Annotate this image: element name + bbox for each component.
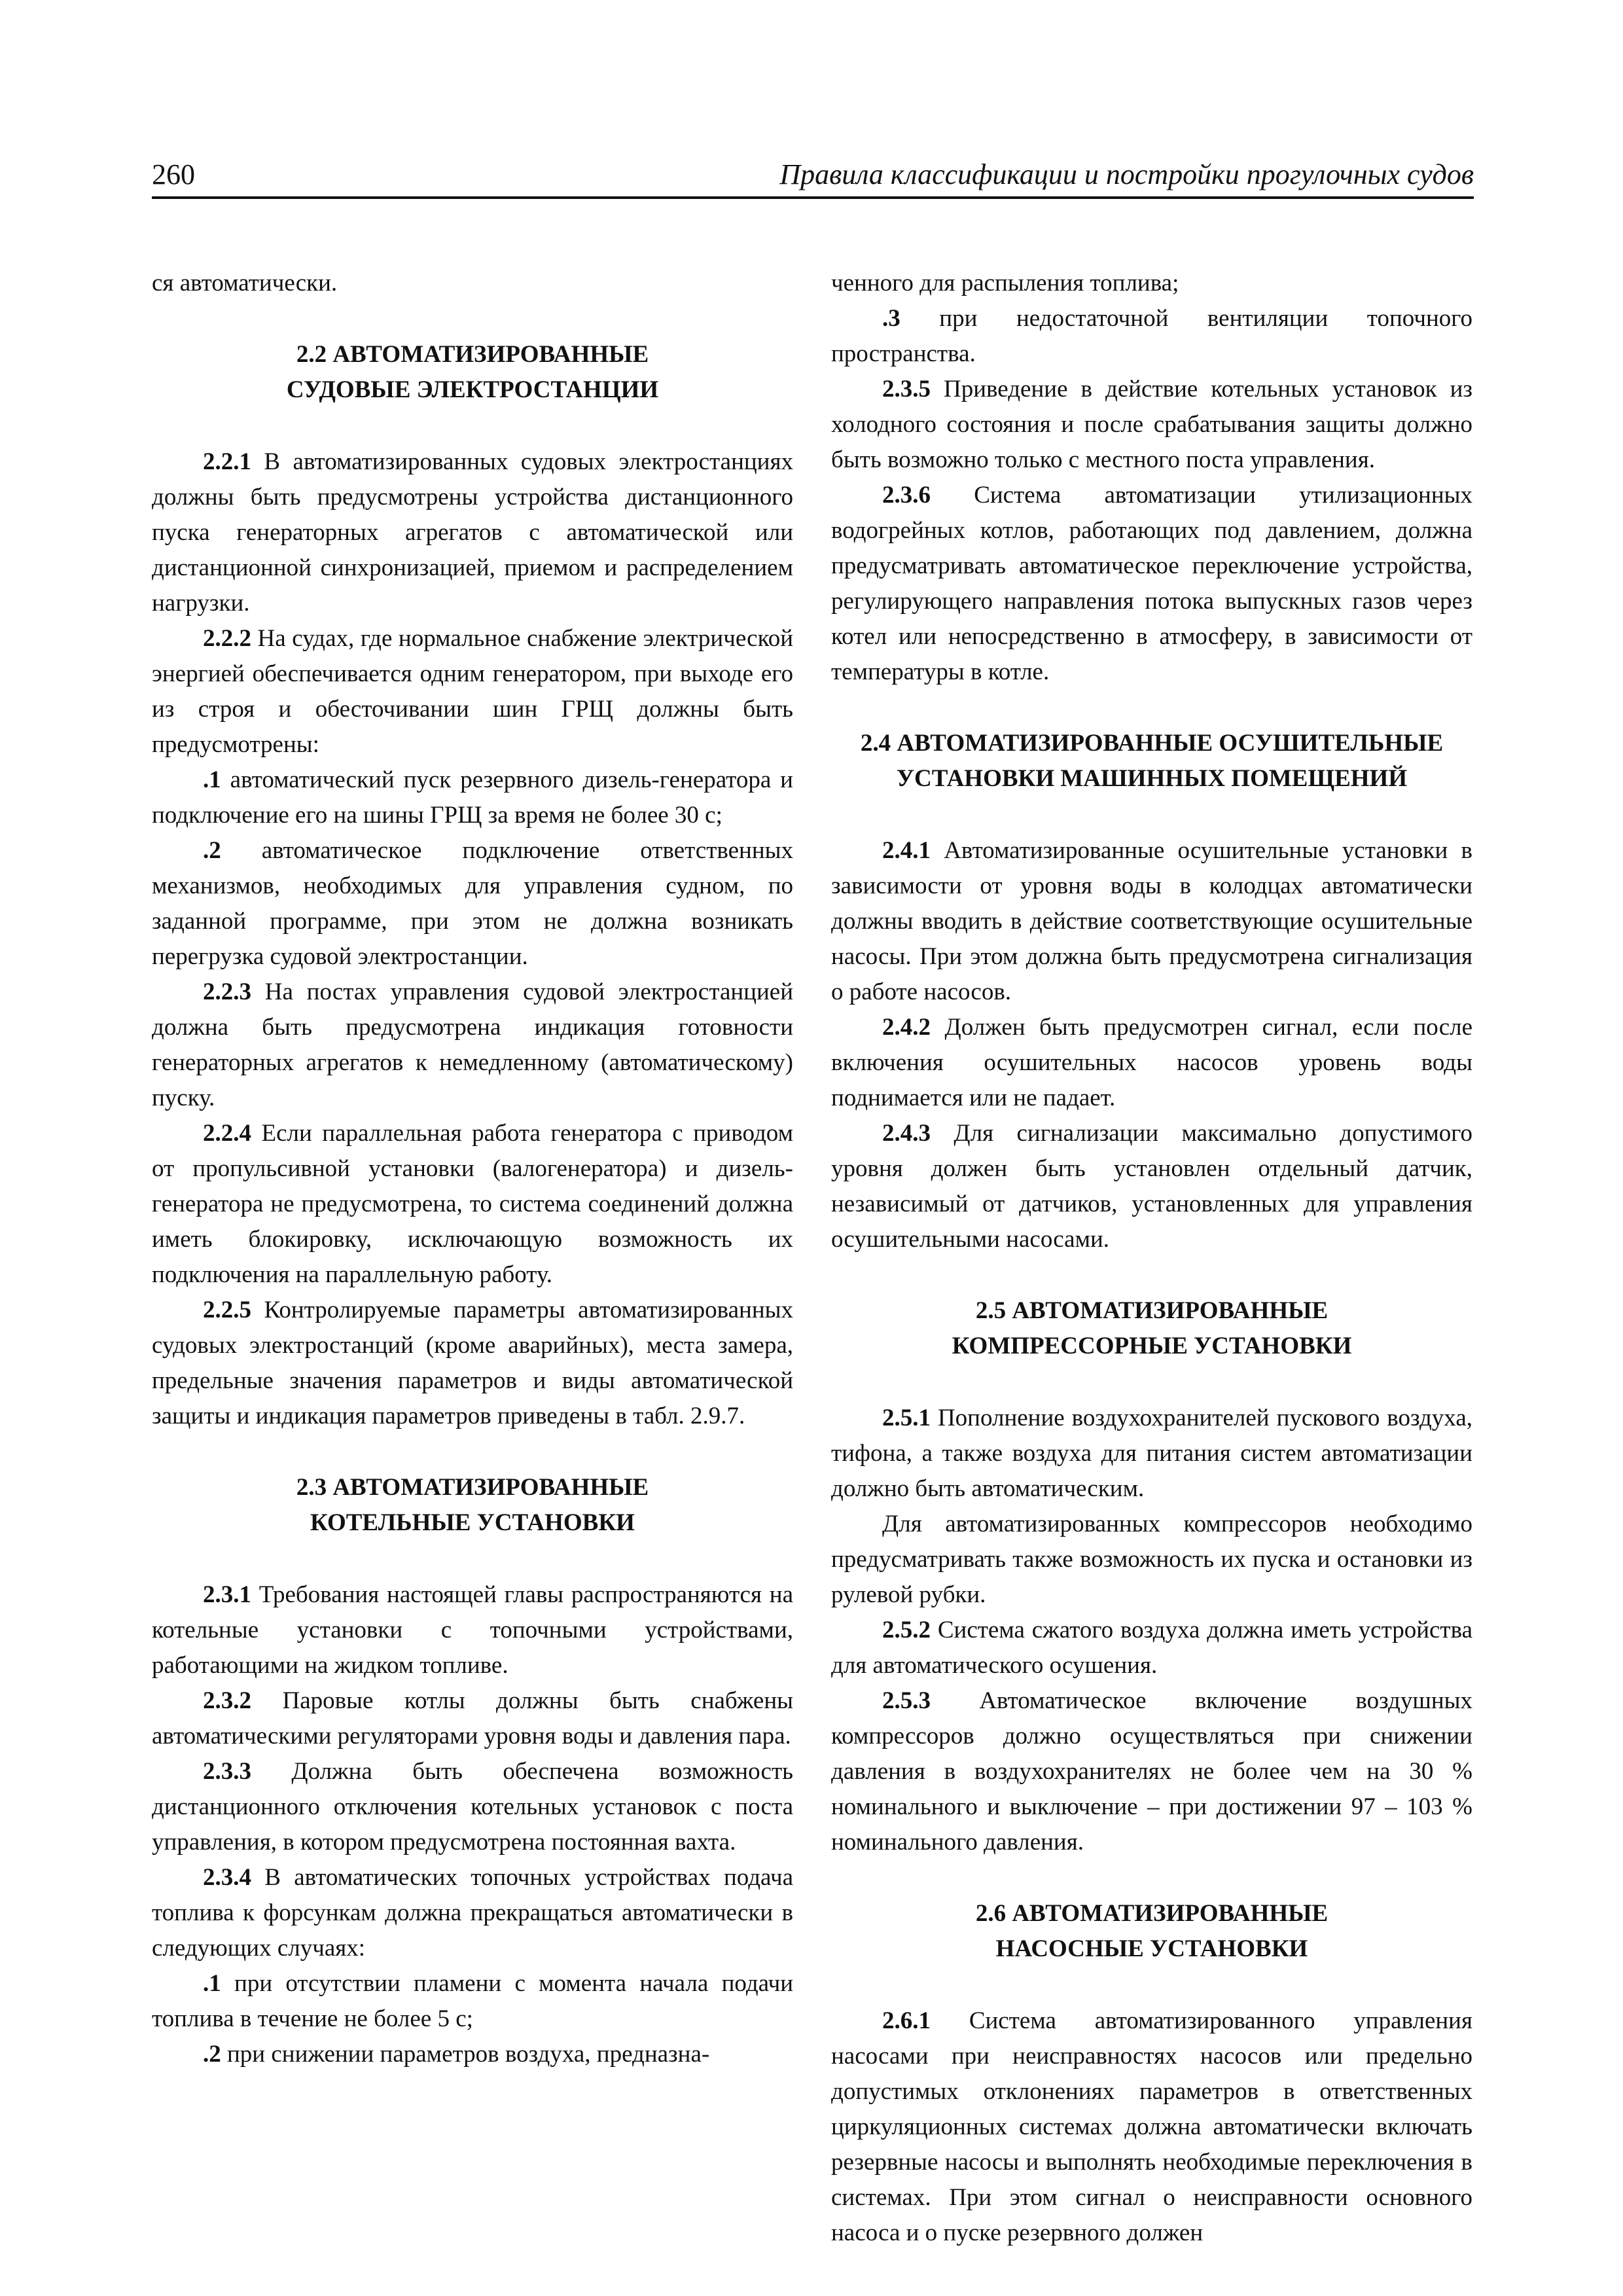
clause-number: 2.3.3: [203, 1758, 251, 1785]
paragraph-2-5-2: [831, 1613, 1472, 1683]
clause-text: Приведение в действие котельных установок из холодного состояния и после срабатывания защиты должно быть возможно только с местного поста управления.: [831, 376, 1472, 473]
clause-text: Требования настоящей главы распространяются на котельные установки с топочными устройствами, работающими на жидком топливе.: [152, 1581, 793, 1679]
clause-text: Система автоматизации утилизационных водогрейных котлов, работающих под давлением, должна предусматривать автоматическое переключение устройства, регулирующего направления потока выпускных газов через котел или непосредственно в атмосферу, в зависимости от температуры в котле.: [831, 482, 1472, 685]
clause-number: 2.2.5: [203, 1297, 251, 1323]
heading-line: СУДОВЫЕ ЭЛЕКТРОСТАНЦИИ: [286, 376, 659, 403]
clause-number: 2.3.4: [203, 1864, 251, 1891]
section-heading-2-5: [831, 1293, 1472, 1364]
clause-number: 2.3.1: [203, 1581, 251, 1608]
clause-number: 2.5.3: [882, 1687, 931, 1714]
paragraph-2-2-4: [152, 1116, 793, 1293]
paragraph-2-6-1: [831, 2003, 1472, 2251]
heading-line: 2.3 АВТОМАТИЗИРОВАННЫЕ: [296, 1474, 649, 1501]
item-text: при отсутствии пламени с момента начала подачи топлива в течение не более 5 с;: [152, 1970, 793, 2032]
clause-number: 2.2.4: [203, 1120, 251, 1147]
item-text: при снижении параметров воздуха, предназна-: [221, 2041, 710, 2068]
clause-text: Система автоматизированного управления насосами при неисправностях насосов или предельно допустимых отклонениях параметров в ответственных циркуляционных системах должна автоматически включать резервные насосы и выполнять необходимые переключения в системах. При этом сигнал о неисправности основного насоса и о пуске резервного должен: [831, 2007, 1472, 2246]
clause-number: 2.3.5: [882, 376, 931, 403]
item-number: .2: [203, 837, 221, 864]
paragraph-2-3-5: [831, 372, 1472, 478]
heading-line: КОМПРЕССОРНЫЕ УСТАНОВКИ: [952, 1333, 1352, 1359]
item-text: автоматическое подключение ответственных механизмов, необходимых для управления судном, по заданной программе, при этом не должна возникать перегрузка судовой электростанции.: [152, 837, 793, 970]
paragraph-2-3-1: [152, 1577, 793, 1683]
paragraph-2-3-4: [152, 1860, 793, 1966]
heading-line: 2.5 АВТОМАТИЗИРОВАННЫЕ: [975, 1297, 1329, 1324]
clause-number: 2.4.3: [882, 1120, 931, 1147]
paragraph-2-4-2: [831, 1010, 1472, 1116]
page-header: [152, 156, 1474, 199]
paragraph-continuation: ся автоматически.: [152, 270, 338, 296]
clause-text: Система сжатого воздуха должна иметь устройства для автоматического осушения.: [831, 1617, 1472, 1679]
paragraph-2-2-3: [152, 975, 793, 1116]
list-item: [152, 1966, 793, 2037]
clause-number: 2.2.2: [203, 625, 251, 652]
item-number: .2: [203, 2041, 221, 2068]
clause-number: 2.4.1: [882, 837, 931, 864]
paragraph-continuation: ченного для распыления топлива;: [831, 270, 1179, 296]
clause-number: 2.2.1: [203, 448, 251, 475]
clause-number: 2.4.2: [882, 1014, 931, 1041]
paragraph-2-5-1-continued: Для автоматизированных компрессоров необходимо предусматривать также возможность их пуска и остановки из рулевой рубки.: [831, 1511, 1472, 1608]
heading-line: НАСОСНЫЕ УСТАНОВКИ: [995, 1935, 1308, 1962]
paragraph-2-4-1: [831, 833, 1472, 1010]
paragraph-2-2-2: [152, 621, 793, 762]
clause-number: 2.6.1: [882, 2007, 931, 2034]
clause-text: Автоматизированные осушительные установки в зависимости от уровня воды в колодцах автоматически должны вводить в действие соответствующие осушительные насосы. При этом должна быть предусмотрена сигнализация о работе насосов.: [831, 837, 1472, 1005]
paragraph-2-5-3: [831, 1683, 1472, 1860]
paragraph-2-2-5: [152, 1293, 793, 1434]
paragraph-2-4-3: [831, 1116, 1472, 1257]
heading-line: 2.4 АВТОМАТИЗИРОВАННЫЕ ОСУШИТЕЛЬНЫЕ: [860, 730, 1444, 757]
heading-line: КОТЕЛЬНЫЕ УСТАНОВКИ: [310, 1509, 635, 1536]
section-heading-2-2: [152, 337, 793, 408]
list-item: [152, 833, 793, 975]
item-number: .1: [203, 1970, 221, 1997]
clause-number: 2.2.3: [203, 978, 251, 1005]
paragraph-2-3-3: [152, 1754, 793, 1860]
clause-text: Должна быть обеспечена возможность дистанционного отключения котельных установок с поста управления, в котором предусмотрена постоянная вахта.: [152, 1758, 793, 1856]
clause-number: 2.5.2: [882, 1617, 931, 1643]
heading-line: 2.6 АВТОМАТИЗИРОВАННЫЕ: [975, 1900, 1329, 1927]
clause-text: В автоматизированных судовых электростанциях должны быть предусмотрены устройства дистанционного пуска генераторных агрегатов с автоматической или дистанционной синхронизацией, приемом и распределением нагрузки.: [152, 448, 793, 617]
clause-text: Пополнение воздухохранителей пускового воздуха, тифона, а также воздуха для питания систем автоматизации должно быть автоматическим.: [831, 1405, 1472, 1502]
clause-text: Контролируемые параметры автоматизированных судовых электростанций (кроме аварийных), места замера, предельные значения параметров и виды автоматической защиты и индикация параметров приведены в табл. 2.9.7.: [152, 1297, 793, 1429]
item-text: автоматический пуск резервного дизель-генератора и подключение его на шины ГРЩ за время не более 30 с;: [152, 766, 793, 829]
clause-text: Паровые котлы должны быть снабжены автоматическими регуляторами уровня воды и давления пара.: [152, 1687, 793, 1749]
clause-text: Если параллельная работа генератора с приводом от пропульсивной установки (валогенератора) и дизель-генератора не предусмотрена, то система соединений должна иметь блокировку, исключающую возможность их подключения на параллельную работу.: [152, 1120, 793, 1288]
right-column: [831, 266, 1472, 2251]
clause-number: 2.5.1: [882, 1405, 931, 1431]
item-number: .3: [882, 305, 901, 332]
item-number: .1: [203, 766, 221, 793]
clause-text: Для сигнализации максимально допустимого уровня должен быть установлен отдельный датчик, независимый от датчиков, установленных для управления осушительными насосами.: [831, 1120, 1472, 1253]
clause-number: 2.3.2: [203, 1687, 251, 1714]
paragraph-2-5-1: [831, 1401, 1472, 1507]
running-title: Правила классификации и постройки прогулочных судов: [779, 158, 1474, 190]
clause-text: На постах управления судовой электростанцией должна быть предусмотрена индикация готовности генераторных агрегатов к немедленному (автоматическому) пуску.: [152, 978, 793, 1111]
clause-text: Должен быть предусмотрен сигнал, если после включения осушительных насосов уровень воды поднимается или не падает.: [831, 1014, 1472, 1111]
list-item: [152, 2037, 793, 2072]
clause-text: В автоматических топочных устройствах подача топлива к форсункам должна прекращаться автоматически в следующих случаях:: [152, 1864, 793, 1962]
list-item: [831, 301, 1472, 372]
clause-text: Автоматическое включение воздушных компрессоров должно осуществляться при снижении давления в воздухохранителях не более чем на 30 % номинального и выключение – при достижении 97 – 103 % номинального давления.: [831, 1687, 1472, 1856]
section-heading-2-4: [831, 726, 1472, 797]
clause-number: 2.3.6: [882, 482, 931, 509]
list-item: [152, 762, 793, 833]
paragraph-2-2-1: [152, 444, 793, 621]
left-column: [152, 266, 793, 2072]
page-number: 260: [152, 158, 195, 190]
paragraph-2-3-6: [831, 478, 1472, 690]
heading-line: 2.2 АВТОМАТИЗИРОВАННЫЕ: [296, 341, 649, 368]
clause-text: На судах, где нормальное снабжение электрической энергией обеспечивается одним генератором, при выходе его из строя и обесточивании шин ГРЩ должны быть предусмотрены:: [152, 625, 793, 758]
section-heading-2-3: [152, 1470, 793, 1541]
paragraph-2-3-2: [152, 1683, 793, 1754]
heading-line: УСТАНОВКИ МАШИННЫХ ПОМЕЩЕНИЙ: [896, 765, 1408, 792]
section-heading-2-6: [831, 1896, 1472, 1967]
item-text: при недостаточной вентиляции топочного пространства.: [831, 305, 1472, 367]
